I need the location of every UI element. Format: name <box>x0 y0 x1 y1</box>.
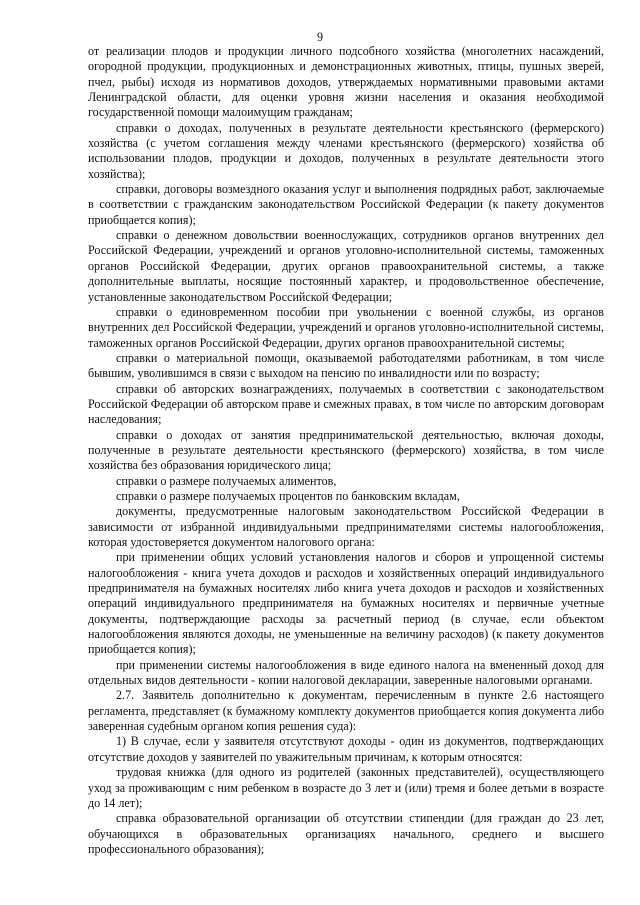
paragraph: справки о материальной помощи, оказываемой работодателями работникам, в том числе бывшим, уволившимся в связи с выходом на пенсию по инвалидности или по возрасту; <box>88 350 604 381</box>
paragraph: справки о денежном довольствии военнослужащих, сотрудников органов внутренних дел Российской Федерации, учреждений и органов уголовно-исполнительной системы, таможенных органов Российской Федерации, других органов правоохранительной системы, а также дополнительные выплаты, носящие постоянный характер, и продовольственное обеспечение, установленные законодательством Российской Федерации; <box>88 228 604 304</box>
paragraph: трудовая книжка (для одного из родителей (законных представителей), осуществляющего уход за проживающим с ним ребенком в возрасте до 3 лет и (или) тремя и более детьми в возрасте до 14 лет); <box>88 765 604 810</box>
paragraph: справки, договоры возмездного оказания услуг и выполнения подрядных работ, заключаемые в соответствии с гражданским законодательством Российской Федерации (к пакету документов приобщается копия); <box>88 182 604 227</box>
paragraph: справки о доходах, полученных в результате деятельности крестьянского (фермерского) хозяйства (с учетом соглашения между членами крестьянского (фермерского) хозяйства об использовании плодов, продукции и доходов, полученных в результате деятельности этого хозяйства); <box>88 120 604 181</box>
paragraph: документы, предусмотренные налоговым законодательством Российской Федерации в зависимости от избранной индивидуальными предпринимателями системы налогообложения, которая удостоверяется документом налогового органа: <box>88 504 604 549</box>
page-number: 9 <box>316 30 324 44</box>
paragraph: справка образовательной организации об отсутствии стипендии (для граждан до 23 лет, обучающихся в образовательных организациях начального, среднего и высшего профессионального образования); <box>88 811 604 856</box>
document-body <box>88 44 604 857</box>
paragraph: справки об авторских вознаграждениях, получаемых в соответствии с законодательством Российской Федерации об авторском праве и смежных правах, в том числе по авторским договорам наследования; <box>88 381 604 427</box>
paragraph: при применении общих условий установления налогов и сборов и упрощенной системы налогообложения - книга учета доходов и расходов и хозяйственных операций индивидуального предпринимателя на бумажных носителях либо книга учета доходов и расходов и хозяйственных операций индивидуального предпринимателя на бумажных носителях и первичные учетные документы, подтверждающие расходы за расчетный период (в случае, если объектом налогообложения являются доходы, не уменьшенные на величину расходов) (к пакету документов приобщается копия); <box>88 550 604 657</box>
paragraph: 1) В случае, если у заявителя отсутствуют доходы - один из документов, подтверждающих отсутствие доходов у заявителей по уважительным причинам, к которым относятся: <box>88 734 604 764</box>
paragraph: справки о размере получаемых алиментов, <box>116 473 337 488</box>
paragraph: справки о доходах от занятия предпринимательской деятельностью, включая доходы, полученные в результате деятельности крестьянского (фермерского) хозяйства, в том числе хозяйства без образования юридического лица; <box>88 427 604 473</box>
section-paragraph-2-7: 2.7. Заявитель дополнительно к документам, перечисленным в пункте 2.6 настоящего регламента, представляет (к бумажному комплекту документов приобщается копия документа либо заверенная судебным органом копия решения суда): <box>88 688 604 734</box>
paragraph: при применении системы налогообложения в виде единого налога на вмененный доход для отдельных видов деятельности - копии налоговой декларации, заверенные налоговыми органами. <box>88 657 604 688</box>
paragraph: справки о размере получаемых процентов по банковским вкладам, <box>116 488 460 503</box>
paragraph: справки о единовременном пособии при увольнении с военной службы, из органов внутренних дел Российской Федерации, учреждений и органов уголовно-исполнительной системы, таможенных органов Российской Федерации, других органов правоохранительной системы; <box>88 304 604 350</box>
paragraph-continuation: от реализации плодов и продукции личного подсобного хозяйства (многолетних насаждений, огородной продукции, продукционных и демонстрационных животных, птицы, пушных зверей, пчел, рыбы) исходя из нормативов доходов, утверждаемых нормативными правовыми актами Ленинградской области, для оценки уровня жизни населения и оказания необходимой государственной помощи малоимущим гражданам; <box>88 44 604 120</box>
